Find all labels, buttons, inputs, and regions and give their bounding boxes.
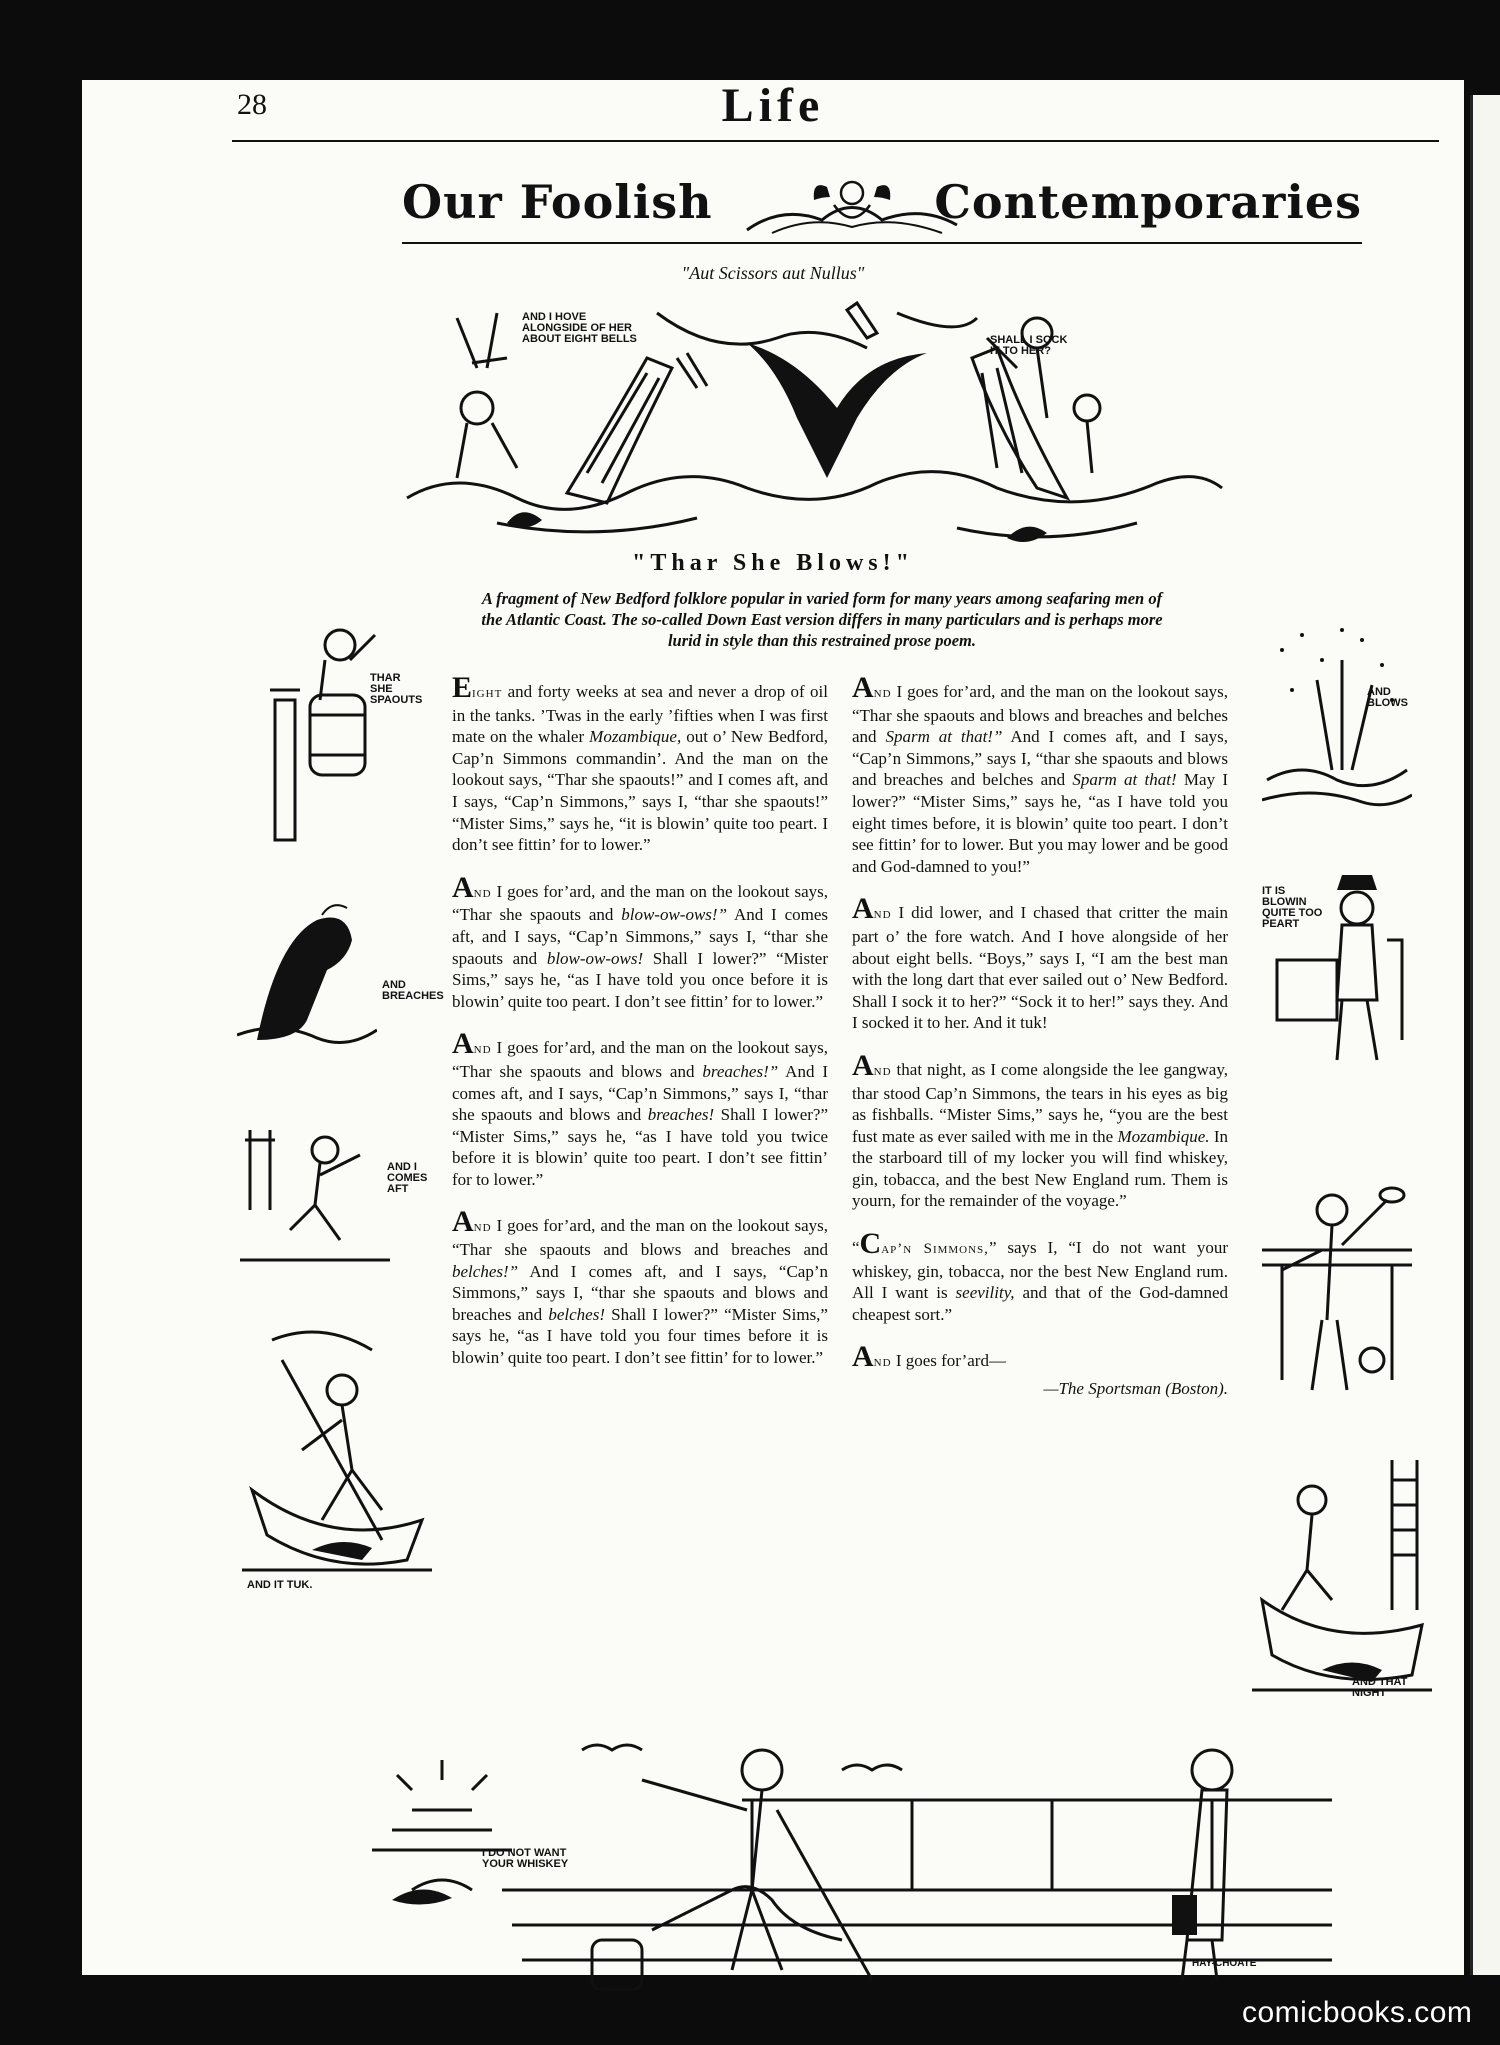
intro-text: A fragment of New Bedford folklore popular in varied form for many years among seafaring men of the Atlantic Coast. The so-called Down East version differs in many particulars and is perhaps more lurid in style than this restrained prose poem. [481, 589, 1163, 650]
article-title [402, 175, 1362, 265]
paragraph-5: And I goes for’ard, and the man on the lookout says, “Thar she spaouts and blows and breaches and belches and Sparm at that!” And I comes aft, and I says, “Cap’n Simmons,” says I, “thar she spaouts and blows and breaches and belches and Sparm at that! May I lower?” “Mister Sims,” says he, “as I have told you eight times before, it is blowin’ quite too peart. I don’t see fittin’ for to lower. But you may lower and be good and God-damned to you!” [852, 671, 1229, 876]
caption-top-left: AND I HOVE ALONGSIDE OF HER ABOUT EIGHT BELLS [522, 311, 637, 345]
masthead-rule [232, 140, 1439, 142]
motto: "Aut Scissors aut Nullus" [681, 263, 865, 283]
title-right: Contemporaries [934, 175, 1362, 229]
caption-bottom: I DO NOT WANT YOUR WHISKEY [482, 1847, 569, 1870]
paragraph-6: And I did lower, and I chased that critter the main part o’ the fore watch. And I hove alongside of her about eight bells. “Boys,” says I, “I am the best man with the long dart that ever sailed out o’ New Bedford. Shall I sock it to her?” “Sock it to her!” says they. And I socked it to her. And it tuk! [852, 892, 1228, 1033]
harpooner-boat-illustration [242, 1320, 432, 1580]
paragraph-1: Eight and forty weeks at sea and never a drop of oil in the tanks. ’Twas in the early ’fifties when I was first mate on the whaler Mozambique, out o’ New Bedford, Cap’n Simmons commandin’. And the man on the lookout says, “Thar she spaouts!” and I comes aft, and I says, “Cap’n Simmons,” says I, “thar she spaouts!” “Mister Sims,” says he, “it is blowin’ quite too peart. I don’t see fittin’ for to lower.” [452, 671, 828, 855]
caption-top-right: SHALL I SOCK IT TO HER? [990, 334, 1068, 357]
caption-right-4: AND THAT NIGHT [1352, 1676, 1408, 1699]
magazine-page [82, 80, 1464, 1975]
paragraph-4: And I goes for’ard, and the man on the lookout says, “Thar she spaouts and blows and breaches and belches!” And I comes aft, and I says, “Cap’n Simmons,” says I, “thar she spaouts and blows and breaches and belches! Shall I lower?” “Mister Sims,” says he, “as I have told you four times before it is blowin’ quite too peart. I don’t see fittin’ for to lower.” [452, 1205, 828, 1368]
watermark: comicbooks.com [1242, 1996, 1473, 2029]
caption-left-3: AND I COMES AFT [387, 1161, 428, 1195]
caption-left-1: THAR SHE SPAOUTS [370, 672, 423, 706]
text-column-right [852, 671, 1229, 1422]
caption-left-4: AND IT TUK. [247, 1579, 313, 1591]
masthead: Life [721, 79, 825, 132]
subtitle: "Thar She Blows!" [632, 550, 914, 576]
artist-signature: HAY-CHOATE [1192, 1958, 1257, 1969]
caption-left-2: AND BREACHES [382, 979, 444, 1002]
title-rule [402, 242, 1362, 244]
lookout-barrel-illustration [240, 620, 390, 860]
adjacent-page-edge [1470, 95, 1500, 1975]
paragraph-9: And I goes for’ard— [852, 1340, 1006, 1374]
captain-ladder-illustration [1252, 1460, 1432, 1700]
paragraph-7: And that night, as I come alongside the lee gangway, thar stood Cap’n Simmons, the tears in his eyes as big as fishballs. “Mister Sims,” says he, “you are the best fust mate as ever sailed with me in the Mozambique. In the starboard till of my locker you will find whiskey, gin, tobacca, and the best New England rum. Them is yourn, for the remainder of the voyage.” [852, 1048, 1228, 1211]
title-left: Our Foolish [402, 175, 713, 229]
caption-right-1: AND BLOWS [1367, 686, 1408, 709]
credit-line: —The Sportsman (Boston). [1043, 1379, 1228, 1399]
cherub-ornament [742, 175, 962, 237]
text-column-left [452, 671, 829, 1391]
page-number: 28 [237, 88, 267, 121]
whale-breaching-illustration [237, 900, 377, 1050]
sailor-waving-hat-illustration [1262, 1180, 1412, 1410]
whale-spouting-illustration [1262, 620, 1412, 820]
paragraph-3: And I goes for’ard, and the man on the lookout says, “Thar she spaouts and blows and breaches!” And I comes aft, and I says, “Cap’n Simmons,” says I, “thar she spaouts and blows and breaches! Shall I lower?” “Mister Sims,” says he, “as I have told you twice before it is blowin’ quite too peart. I don’t see fittin’ for to lower.” [452, 1027, 829, 1189]
caption-right-2: IT IS BLOWIN QUITE TOO PEART [1262, 885, 1323, 930]
paragraph-2: And I goes for’ard, and the man on the lookout says, “Thar she spaouts and blow-ow-ows!” And I comes aft, and I says, “Cap’n Simmons,” says I, “thar she spaouts and blow-ow-ows! Shall I lower?” “Mister Sims,” says he, “as I have told you once before it is blowin’ quite too peart. I don’t see fittin’ for to lower.” [452, 870, 829, 1011]
sailor-running-illustration [240, 1120, 390, 1270]
paragraph-8: “Cap’n Simmons,” says I, “I do not want your whiskey, gin, tobacca, nor the best New England rum. All I want is seevility, and that of the God-damned cheapest sort.” [852, 1227, 1229, 1324]
